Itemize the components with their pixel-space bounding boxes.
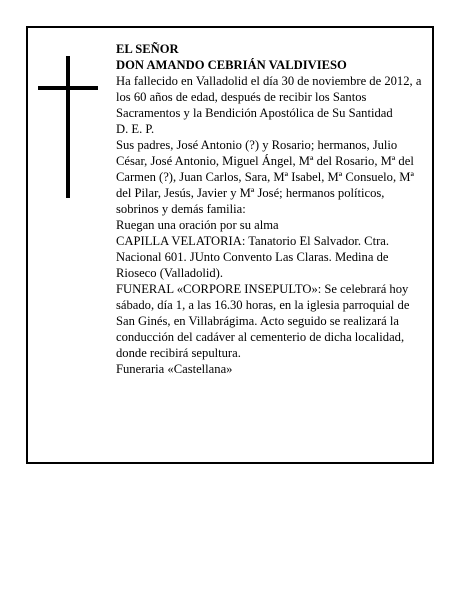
funeral-home: Funeraria «Castellana» [116, 362, 233, 376]
latin-cross-icon [38, 56, 98, 198]
deceased-name: DON AMANDO CEBRIÁN VALDIVIESO [116, 58, 347, 72]
funeral-info: FUNERAL «CORPORE INSEPULTO»: Se celebrará hoy sábado, día 1, a las 16.30 horas, en la iglesia parroquial de San Ginés, en Villabrágima. Acto seguido se realizará la conducción del cadáver al cementerio de dicha localidad, donde recibirá sepultura. [116, 282, 410, 360]
death-announcement: Ha fallecido en Valladolid el día 30 de noviembre de 2012, a los 60 años de edad, después de recibir los Santos Sacramentos y la Bendición Apostólica de Su Santidad [116, 74, 422, 120]
cross-vertical-bar [66, 56, 70, 198]
rip-text: D. E. P. [116, 122, 155, 136]
chapel-info: CAPILLA VELATORIA: Tanatorio El Salvador. Ctra. Nacional 601. JUnto Convento Las Claras. Medina de Rioseco (Valladolid). [116, 234, 390, 280]
heading-title: EL SEÑOR [116, 42, 179, 56]
obituary-text [116, 41, 424, 377]
obituary-notice [26, 26, 434, 464]
prayer-request: Ruegan una oración por su alma [116, 218, 279, 232]
family-list: Sus padres, José Antonio (?) y Rosario; hermanos, Julio César, José Antonio, Miguel Ángel, Mª del Rosario, Mª del Carmen (?), Juan Carlos, Sara, Mª Isabel, Mª Consuelo, Mª del Pilar, Jesús, Javier y Mª José; hermanos políticos, sobrinos y demás familia: [116, 138, 414, 216]
cross-horizontal-bar [38, 86, 98, 90]
